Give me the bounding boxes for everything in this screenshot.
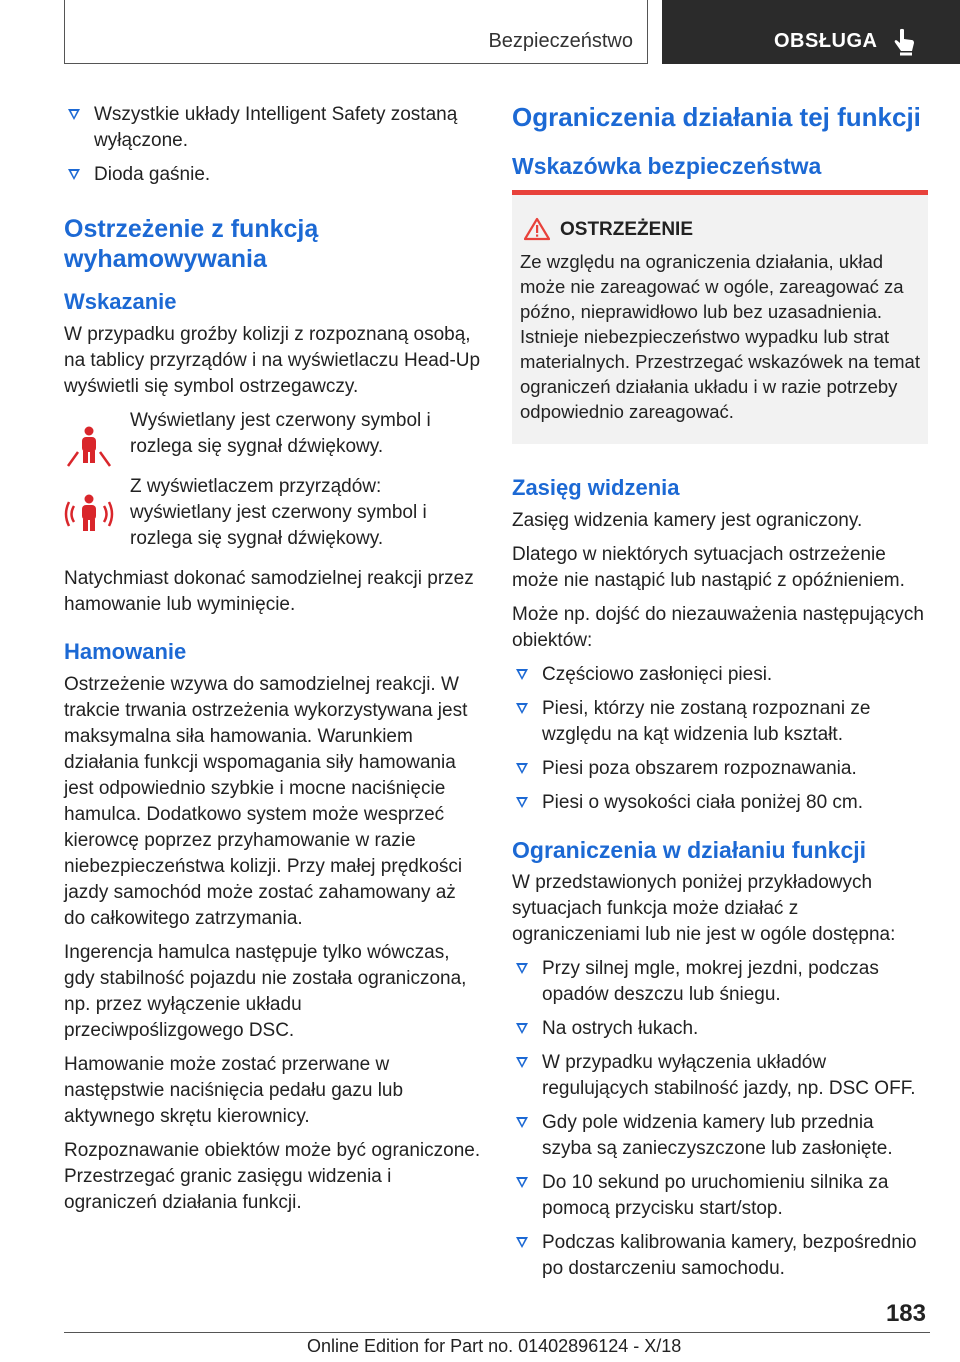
right-column bbox=[512, 102, 928, 1290]
heading-function-restrictions: Ograniczenia w działaniu funkcji bbox=[512, 837, 867, 863]
list-item: Piesi o wysokości ciała poniżej 80 cm. bbox=[512, 790, 928, 816]
list-item: Wszystkie układy Intelligent Safety zostaną wyłączone. bbox=[64, 102, 482, 154]
list-item: Częściowo zasłonięci piesi. bbox=[512, 662, 928, 688]
warning-title: OSTRZEŻENIE bbox=[520, 217, 920, 243]
pedestrian-warning-icon bbox=[64, 422, 114, 472]
list-item: Gdy pole widzenia kamery lub przednia szyba są zanieczyszczone lub zasłonięte. bbox=[512, 1110, 928, 1162]
warning-box bbox=[512, 190, 928, 444]
list-item: Przy silnej mgle, mokrej jezdni, podczas opadów deszczu lub śniegu. bbox=[512, 956, 928, 1008]
header-tab-label: OBSŁUGA bbox=[774, 30, 878, 52]
paragraph: Ostrzeżenie wzywa do samodzielnej reakcji. W trakcie trwania ostrzeżenia wykorzystywana jest maksymalna siła hamowania. Warunkiem działania funkcji wspomagania siły hamowania jest odpowiednio szybkie i mocne naciśnięcie hamulca. Dodatkowo system może wesprzeć kierowcę poprzez przyhamowanie w razie niebezpieczeństwa kolizji. Przy małej prędkości jazdy samochód może zostać zahamowany aż do całkowitego zatrzymania. bbox=[64, 674, 468, 929]
bullet-triangle-icon bbox=[516, 1177, 528, 1188]
list-item: Dioda gaśnie. bbox=[64, 162, 482, 188]
paragraph: Ingerencja hamulca następuje tylko wówczas, gdy stabilność pojazdu nie została ograniczona, np. przez wyłączenie układu przeciwpoślizgowego DSC. bbox=[64, 942, 467, 1041]
header-tab[interactable] bbox=[662, 0, 960, 64]
heading-field-of-view: Zasięg widzenia bbox=[512, 475, 680, 500]
page-number: 183 bbox=[885, 1300, 926, 1327]
list-item: Piesi, którzy nie zostaną rozpoznani ze względu na kąt widzenia lub kształt. bbox=[512, 696, 928, 748]
list-item: Podczas kalibrowania kamery, bezpośrednio po dostarczeniu samochodu. bbox=[512, 1230, 928, 1282]
warning-triangle-icon bbox=[524, 217, 550, 241]
list-item: Na ostrych łukach. bbox=[512, 1016, 928, 1042]
heading-braking: Hamowanie bbox=[64, 639, 187, 664]
paragraph: Dlatego w niektórych sytuacjach ostrzeżenie może nie nastąpić lub nastąpić z opóźnieniem. bbox=[512, 544, 905, 591]
left-column bbox=[64, 102, 482, 1224]
footer-divider bbox=[64, 1332, 930, 1333]
heading-safety-note: Wskazówka bezpieczeństwa bbox=[512, 153, 822, 179]
bullet-triangle-icon bbox=[516, 1023, 528, 1034]
bullet-triangle-icon bbox=[516, 703, 528, 714]
bullet-triangle-icon bbox=[516, 763, 528, 774]
pedestrian-sound-icon bbox=[64, 490, 114, 540]
icon-description-row: Wyświetlany jest czerwony symbol i rozlega się sygnał dźwiękowy. bbox=[64, 408, 482, 460]
bullet-triangle-icon bbox=[516, 963, 528, 974]
heading-function-limits: Ograniczenia działania tej funkcji bbox=[512, 102, 921, 132]
paragraph: W przedstawionych poniżej przykładowych sytuacjach funkcja może działać z ograniczeniami lub nie jest w ogóle dostępna: bbox=[512, 872, 896, 945]
paragraph: Zasięg widzenia kamery jest ograniczony. bbox=[512, 510, 863, 531]
bullet-triangle-icon bbox=[516, 1057, 528, 1068]
bullet-triangle-icon bbox=[68, 109, 80, 120]
bullet-triangle-icon bbox=[516, 1117, 528, 1128]
header-section-title: Bezpieczeństwo bbox=[488, 30, 633, 52]
list-item: W przypadku wyłączenia układów regulujących stabilność jazdy, np. DSC OFF. bbox=[512, 1050, 928, 1102]
heading-indication: Wskazanie bbox=[64, 289, 177, 314]
warning-text: Ze względu na ograniczenia działania, układ może nie zareagować w ogóle, zareagować za późno, nieprawidłowo lub bez uzasadnienia. Istnieje niebezpieczeństwo wypadku lub strat materialnych. Przestrzegać wskazówek na temat ograniczeń działania układu i w razie potrzeby odpowiednio zareagować. bbox=[520, 251, 920, 422]
bullet-triangle-icon bbox=[516, 1237, 528, 1248]
list-item: Do 10 sekund po uruchomieniu silnika za pomocą przycisku start/stop. bbox=[512, 1170, 928, 1222]
list-item: Piesi poza obszarem rozpoznawania. bbox=[512, 756, 928, 782]
footer-edition: Online Edition for Part no. 01402896124 - X/18 bbox=[307, 1336, 682, 1356]
heading-braking-warning: Ostrzeżenie z funkcją wyhamowywania bbox=[64, 215, 319, 273]
paragraph: Natychmiast dokonać samodzielnej reakcji przez hamowanie lub wyminięcie. bbox=[64, 568, 474, 615]
bullet-triangle-icon bbox=[516, 669, 528, 680]
paragraph: Rozpoznawanie obiektów może być ograniczone. Przestrzegać granic zasięgu widzenia i ograniczeń działania funkcji. bbox=[64, 1140, 481, 1213]
bullet-triangle-icon bbox=[68, 169, 80, 180]
icon-description-row: Z wyświetlaczem przyrządów: wyświetlany jest czerwony symbol i rozlega się sygnał dźwiękowy. bbox=[64, 474, 482, 552]
hand-pointer-icon bbox=[888, 26, 920, 58]
bullet-triangle-icon bbox=[516, 797, 528, 808]
paragraph: Może np. dojść do niezauważenia następujących obiektów: bbox=[512, 604, 924, 651]
paragraph: W przypadku groźby kolizji z rozpoznaną osobą, na tablicy przyrządów i na wyświetlaczu Head-Up wyświetli się symbol ostrzegawczy. bbox=[64, 324, 481, 397]
header-section-box bbox=[64, 0, 648, 64]
paragraph: Hamowanie może zostać przerwane w następstwie naciśnięcia pedału gazu lub aktywnego skrętu kierownicy. bbox=[64, 1054, 404, 1127]
